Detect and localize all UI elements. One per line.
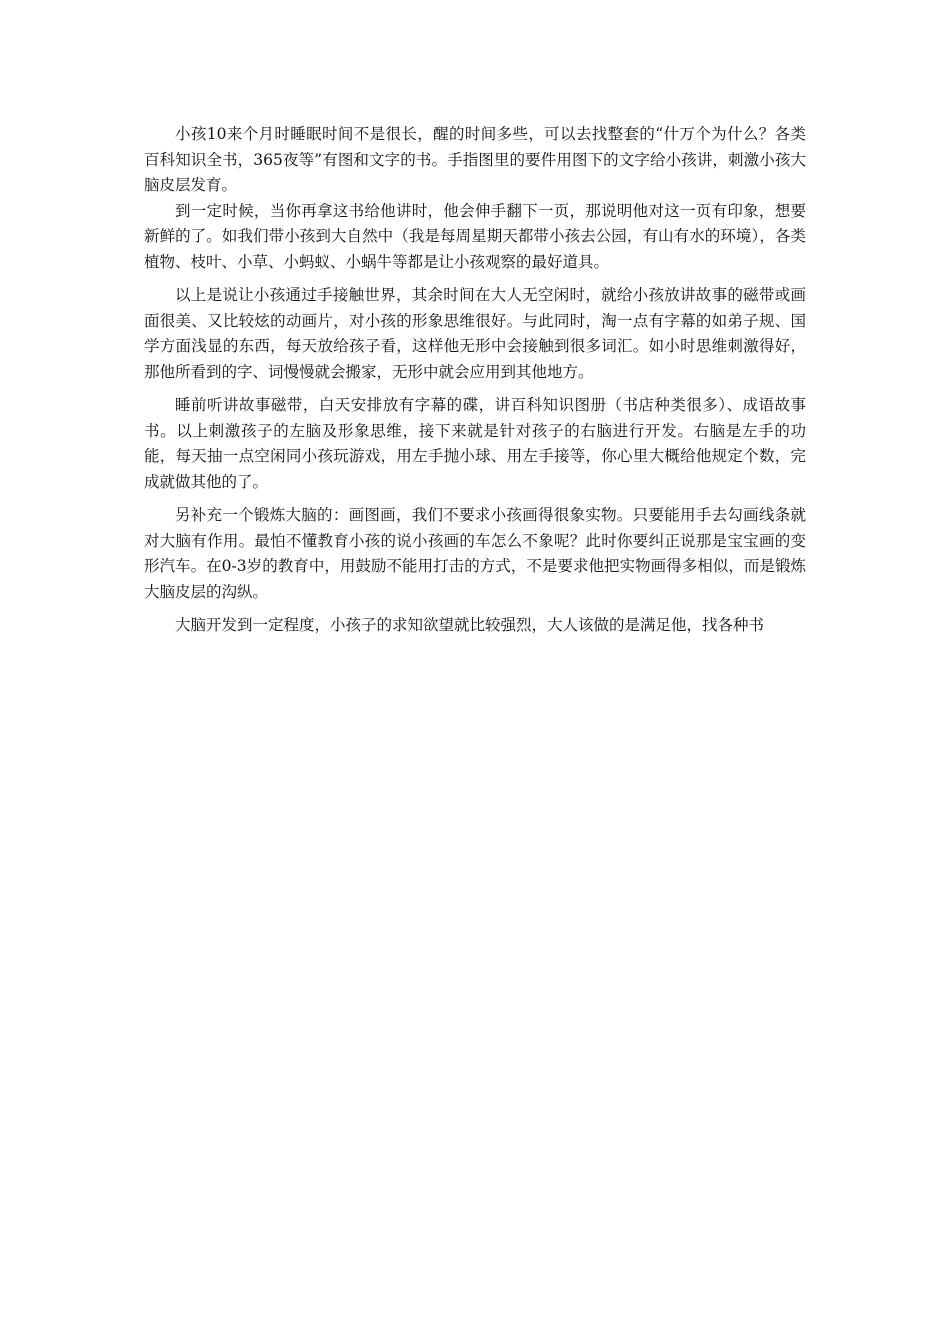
document-body <box>144 122 806 639</box>
paragraph-5: 另补充一个锻炼大脑的：画图画，我们不要求小孩画得很象实物。只要能用手去勾画线条就对大脑有作用。最怕不懂教育小孩的说小孩画的车怎么不象呢？此时你要纠正说那是宝宝画的变形汽车。在0-3岁的教育中，用鼓励不能用打击的方式，不是要求他把实物画得多相似，而是锻炼大脑皮层的沟纵。 <box>144 506 806 601</box>
paragraph-3: 以上是说让小孩通过手接触世界，其余时间在大人无空闲时，就给小孩放讲故事的磁带或画面很美、又比较炫的动画片，对小孩的形象思维很好。与此同时，淘一点有字幕的如弟子规、国学方面浅显的东西，每天放给孩子看，这样他无形中会接触到很多词汇。如小时思维刺激得好，那他所看到的字、词慢慢就会搬家，无形中就会应用到其他地方。 <box>144 286 806 381</box>
paragraph-4: 睡前听讲故事磁带，白天安排放有字幕的碟，讲百科知识图册（书店种类很多）、成语故事书。以上刺激孩子的左脑及形象思维，接下来就是针对孩子的右脑进行开发。右脑是左手的功能，每天抽一点空闲同小孩玩游戏，用左手抛小球、用左手接等，你心里大概给他规定个数，完成就做其他的了。 <box>144 396 806 491</box>
paragraph-2: 到一定时候，当你再拿这书给他讲时，他会伸手翻下一页，那说明他对这一页有印象，想要新鲜的了。如我们带小孩到大自然中（我是每周星期天都带小孩去公园，有山有水的环境），各类植物、枝叶、小草、小蚂蚁、小蜗牛等都是让小孩观察的最好道具。 <box>144 201 806 271</box>
paragraph-6: 大脑开发到一定程度，小孩子的求知欲望就比较强烈，大人该做的是满足他，找各种书 <box>175 616 765 634</box>
paragraph-1: 小孩10来个月时睡眠时间不是很长，醒的时间多些，可以去找整套的“什万个为什么？各类百科知识全书，365夜等”有图和文字的书。手指图里的要件用图下的文字给小孩讲，刺激小孩大脑皮层发育。 <box>144 125 806 194</box>
